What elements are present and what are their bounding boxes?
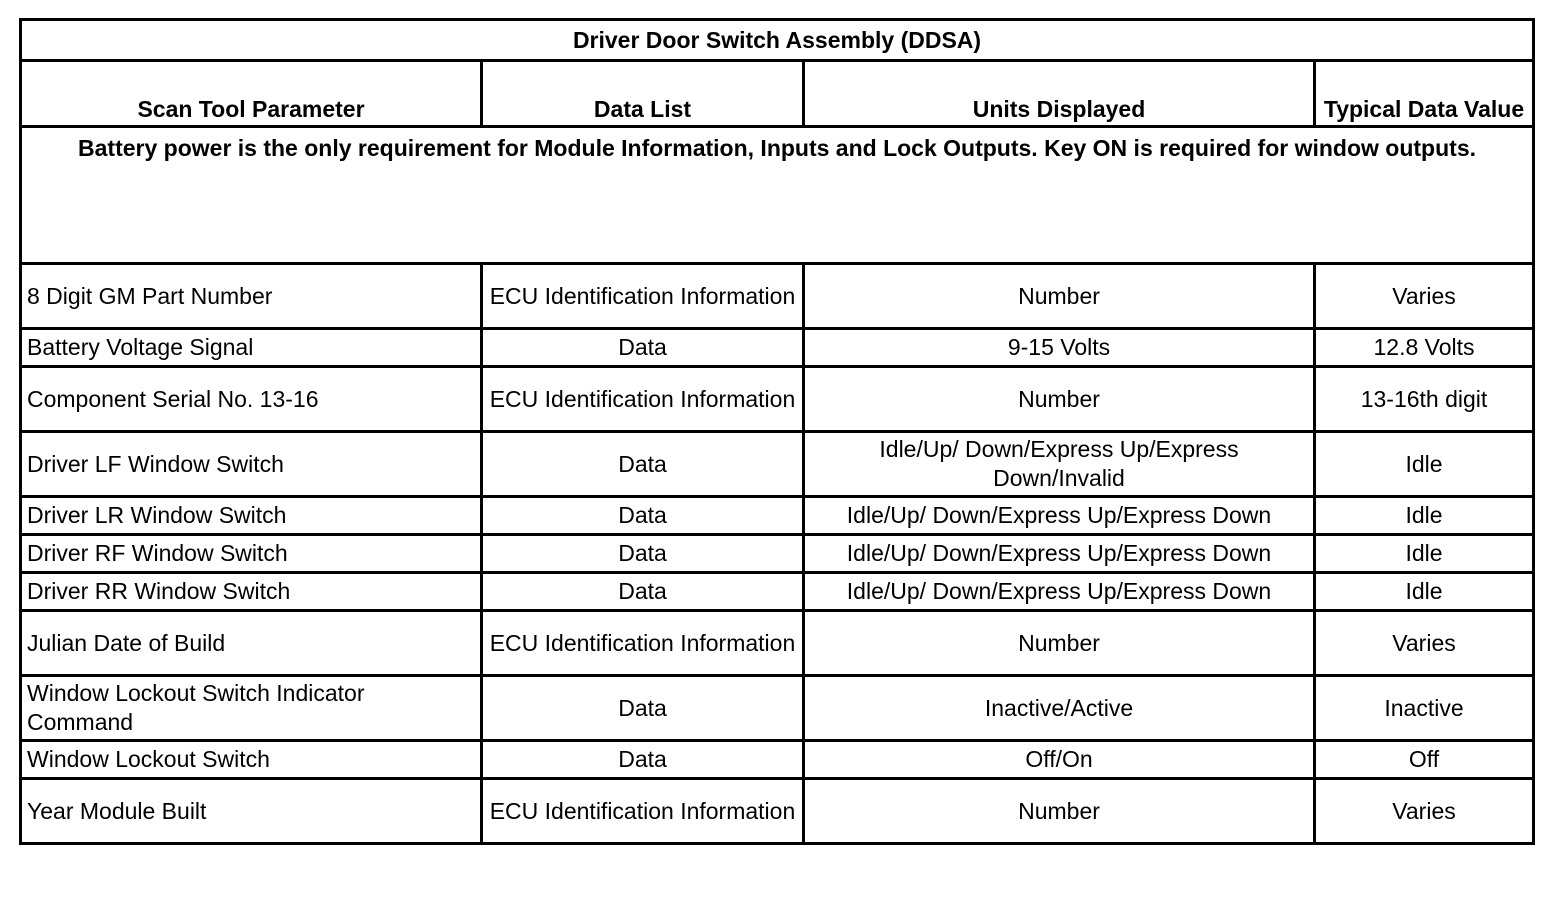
units-cell: Idle/Up/ Down/Express Up/Express Down — [804, 535, 1315, 573]
data-list-cell: ECU Identification Information — [482, 264, 804, 329]
units-cell: Off/On — [804, 741, 1315, 779]
table-row — [21, 264, 1534, 329]
data-list-cell: Data — [482, 573, 804, 611]
parameter-cell: Battery Voltage Signal — [21, 329, 482, 367]
data-list-cell: Data — [482, 741, 804, 779]
table-row — [21, 535, 1534, 573]
units-cell: Inactive/Active — [804, 676, 1315, 741]
units-cell: Idle/Up/ Down/Express Up/Express Down — [804, 573, 1315, 611]
table-row — [21, 676, 1534, 741]
units-cell: 9-15 Volts — [804, 329, 1315, 367]
data-list-cell: ECU Identification Information — [482, 779, 804, 844]
table-row — [21, 779, 1534, 844]
data-list-cell: Data — [482, 329, 804, 367]
typical-value-cell: Off — [1315, 741, 1534, 779]
title-row — [21, 20, 1534, 61]
parameter-cell: Window Lockout Switch Indicator Command — [21, 676, 482, 741]
data-list-cell: Data — [482, 497, 804, 535]
parameter-cell: Driver LF Window Switch — [21, 432, 482, 497]
typical-value-cell: Idle — [1315, 573, 1534, 611]
table-row — [21, 497, 1534, 535]
header-data-list: Data List — [482, 61, 804, 127]
typical-value-cell: Idle — [1315, 535, 1534, 573]
units-cell: Idle/Up/ Down/Express Up/Express Down — [804, 497, 1315, 535]
typical-value-cell: Idle — [1315, 497, 1534, 535]
table-row — [21, 432, 1534, 497]
parameter-cell: Julian Date of Build — [21, 611, 482, 676]
typical-value-cell: Inactive — [1315, 676, 1534, 741]
header-typical-data-value: Typical Data Value — [1315, 61, 1534, 127]
ddsa-data-table — [19, 18, 1535, 845]
table-row — [21, 741, 1534, 779]
header-scan-tool-parameter: Scan Tool Parameter — [21, 61, 482, 127]
typical-value-cell: Varies — [1315, 611, 1534, 676]
table-row — [21, 573, 1534, 611]
data-list-cell: Data — [482, 676, 804, 741]
data-list-cell: ECU Identification Information — [482, 367, 804, 432]
table-row — [21, 329, 1534, 367]
requirement-note: Battery power is the only requirement for Module Information, Inputs and Lock Outputs. Key ON is required for window outputs. — [21, 127, 1534, 264]
parameter-cell: Year Module Built — [21, 779, 482, 844]
data-list-cell: ECU Identification Information — [482, 611, 804, 676]
header-row — [21, 61, 1534, 127]
typical-value-cell: Idle — [1315, 432, 1534, 497]
units-cell: Idle/Up/ Down/Express Up/Express Down/Invalid — [804, 432, 1315, 497]
data-list-cell: Data — [482, 432, 804, 497]
table-row — [21, 367, 1534, 432]
data-list-cell: Data — [482, 535, 804, 573]
parameter-cell: 8 Digit GM Part Number — [21, 264, 482, 329]
parameter-cell: Driver RR Window Switch — [21, 573, 482, 611]
typical-value-cell: Varies — [1315, 779, 1534, 844]
parameter-cell: Component Serial No. 13-16 — [21, 367, 482, 432]
table-row — [21, 611, 1534, 676]
units-cell: Number — [804, 367, 1315, 432]
header-units-displayed: Units Displayed — [804, 61, 1315, 127]
parameter-cell: Driver LR Window Switch — [21, 497, 482, 535]
units-cell: Number — [804, 264, 1315, 329]
typical-value-cell: 12.8 Volts — [1315, 329, 1534, 367]
parameter-cell: Window Lockout Switch — [21, 741, 482, 779]
note-row — [21, 127, 1534, 264]
units-cell: Number — [804, 779, 1315, 844]
typical-value-cell: 13-16th digit — [1315, 367, 1534, 432]
typical-value-cell: Varies — [1315, 264, 1534, 329]
parameter-cell: Driver RF Window Switch — [21, 535, 482, 573]
table-title: Driver Door Switch Assembly (DDSA) — [21, 20, 1534, 61]
units-cell: Number — [804, 611, 1315, 676]
